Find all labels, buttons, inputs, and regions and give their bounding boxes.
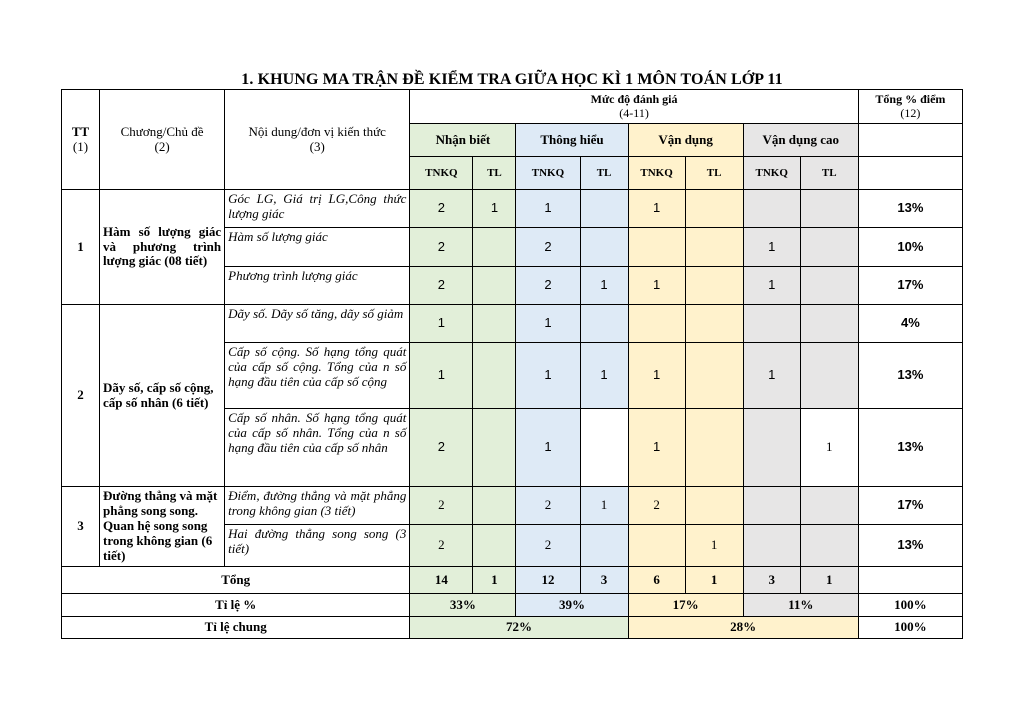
value-cell: 1 [516, 343, 580, 409]
value-cell: 1 [580, 487, 628, 525]
value-cell: 1 [580, 267, 628, 305]
percent-total: 100% [858, 594, 962, 617]
value-cell [580, 190, 628, 228]
value-cell: 2 [410, 409, 473, 487]
group-number: 3 [62, 487, 100, 567]
general-ratio-label: Tỉ lệ chung [62, 617, 410, 639]
assessment-matrix-table [61, 89, 963, 639]
value-cell: 1 [516, 190, 580, 228]
header-tt-label: TT [71, 123, 90, 139]
value-cell [743, 305, 800, 343]
value-cell: 2 [410, 228, 473, 267]
value-cell [473, 343, 516, 409]
percent-thong-hieu: 39% [516, 594, 628, 617]
value-cell [800, 343, 858, 409]
header-total [858, 90, 962, 124]
value-cell [473, 525, 516, 567]
value-cell [628, 305, 685, 343]
value-cell: 1 [628, 190, 685, 228]
value-cell: 2 [516, 487, 580, 525]
content-cell: Cấp số cộng. Số hạng tổng quát của cấp số cộng. Tổng của n số hạng đầu tiên của cấp số cộng [225, 343, 410, 409]
header-chapter-number: (2) [154, 138, 170, 154]
header-sub-tl: TL [685, 157, 743, 190]
value-cell [800, 305, 858, 343]
value-cell: 2 [628, 487, 685, 525]
value-cell [685, 305, 743, 343]
total-cell: 3 [580, 567, 628, 594]
total-row-label: Tổng [62, 567, 410, 594]
value-cell [800, 487, 858, 525]
header-chapter [100, 90, 225, 190]
value-cell [743, 487, 800, 525]
header-empty-cell [858, 124, 962, 157]
value-cell [473, 409, 516, 487]
value-cell [473, 267, 516, 305]
value-cell: 1 [473, 190, 516, 228]
header-sub-tnkq: TNKQ [628, 157, 685, 190]
header-sub-tnkq: TNKQ [743, 157, 800, 190]
value-cell: 2 [410, 267, 473, 305]
value-cell [800, 190, 858, 228]
value-cell: 1 [516, 409, 580, 487]
general-ratio-advanced: 28% [628, 617, 858, 639]
value-cell [580, 525, 628, 567]
table-row [62, 305, 963, 343]
value-cell: 1 [743, 343, 800, 409]
value-cell: 1 [743, 228, 800, 267]
header-total-label: Tổng % điểm [875, 91, 946, 106]
value-cell: 2 [516, 525, 580, 567]
value-cell: 2 [410, 190, 473, 228]
value-cell [800, 267, 858, 305]
value-cell [743, 409, 800, 487]
header-level [410, 90, 858, 124]
row-total-cell: 13% [858, 409, 962, 487]
table-row [62, 487, 963, 525]
value-cell [580, 305, 628, 343]
value-cell: 1 [410, 305, 473, 343]
percent-nhan-biet: 33% [410, 594, 516, 617]
header-content [225, 90, 410, 190]
value-cell [473, 228, 516, 267]
value-cell [580, 409, 628, 487]
total-cell: 6 [628, 567, 685, 594]
general-ratio-total: 100% [858, 617, 962, 639]
header-content-label: Nội dung/đơn vị kiến thức [248, 123, 386, 139]
value-cell [580, 228, 628, 267]
table-row [62, 190, 963, 228]
header-total-number: (12) [900, 105, 921, 120]
row-total-cell: 13% [858, 525, 962, 567]
content-cell: Điểm, đường thẳng và mặt phẳng trong không gian (3 tiết) [225, 487, 410, 525]
header-level-thong-hieu: Thông hiểu [516, 124, 628, 157]
value-cell [800, 228, 858, 267]
value-cell: 1 [628, 409, 685, 487]
value-cell: 1 [580, 343, 628, 409]
value-cell [473, 487, 516, 525]
value-cell: 1 [800, 409, 858, 487]
group-number: 2 [62, 305, 100, 487]
value-cell: 1 [628, 343, 685, 409]
value-cell [685, 190, 743, 228]
value-cell [685, 487, 743, 525]
row-total-cell: 4% [858, 305, 962, 343]
header-sub-tnkq: TNKQ [516, 157, 580, 190]
row-total-cell: 13% [858, 343, 962, 409]
value-cell: 1 [685, 525, 743, 567]
header-level-nhan-biet: Nhận biết [410, 124, 516, 157]
document-title: 1. KHUNG MA TRẬN ĐỀ KIỂM TRA GIỮA HỌC KÌ 1 MÔN TOÁN LỚP 11 [241, 71, 783, 88]
value-cell [685, 343, 743, 409]
content-cell: Góc LG, Giá trị LG,Công thức lượng giác [225, 190, 410, 228]
content-cell: Cấp số nhân. Số hạng tổng quát của cấp số nhân. Tổng của n số hạng đầu tiên của cấp số nhân [225, 409, 410, 487]
value-cell: 1 [410, 343, 473, 409]
value-cell: 2 [516, 228, 580, 267]
value-cell [685, 228, 743, 267]
header-chapter-label: Chương/Chủ đề [120, 123, 204, 139]
header-level-number: (4-11) [619, 105, 649, 120]
content-cell: Phương trình lượng giác [225, 267, 410, 305]
content-cell: Dãy số. Dãy số tăng, dãy số giảm [225, 305, 410, 343]
row-total-cell: 17% [858, 267, 962, 305]
value-cell [800, 525, 858, 567]
header-empty-cell [858, 157, 962, 190]
row-total-cell: 17% [858, 487, 962, 525]
content-cell: Hàm số lượng giác [225, 228, 410, 267]
header-level-van-dung-cao: Vận dụng cao [743, 124, 858, 157]
value-cell [628, 525, 685, 567]
general-ratio-basic: 72% [410, 617, 628, 639]
percent-van-dung-cao: 11% [743, 594, 858, 617]
value-cell: 1 [628, 267, 685, 305]
row-total-cell: 13% [858, 190, 962, 228]
total-cell: 1 [685, 567, 743, 594]
header-level-label: Mức độ đánh giá [590, 91, 678, 106]
value-cell [628, 228, 685, 267]
row-total-cell: 10% [858, 228, 962, 267]
value-cell: 2 [516, 267, 580, 305]
content-cell: Hai đường thẳng song song (3 tiết) [225, 525, 410, 567]
value-cell: 2 [410, 525, 473, 567]
value-cell: 2 [410, 487, 473, 525]
total-row [62, 567, 963, 594]
header-sub-tnkq: TNKQ [410, 157, 473, 190]
percent-row [62, 594, 963, 617]
header-sub-tl: TL [473, 157, 516, 190]
header-tt-number: (1) [72, 138, 89, 154]
value-cell [743, 525, 800, 567]
header-sub-tl: TL [800, 157, 858, 190]
value-cell [743, 190, 800, 228]
total-cell: 3 [743, 567, 800, 594]
total-cell: 14 [410, 567, 473, 594]
total-cell: 12 [516, 567, 580, 594]
total-cell: 1 [473, 567, 516, 594]
value-cell [473, 305, 516, 343]
percent-van-dung: 17% [628, 594, 743, 617]
percent-row-label: Tỉ lệ % [62, 594, 410, 617]
value-cell: 1 [743, 267, 800, 305]
header-tt [62, 90, 100, 190]
header-level-van-dung: Vận dụng [628, 124, 743, 157]
header-content-number: (3) [309, 138, 325, 154]
value-cell [685, 267, 743, 305]
group-topic: Dãy số, cấp số cộng, cấp số nhân (6 tiết) [100, 305, 225, 487]
total-row-empty [858, 567, 962, 594]
general-ratio-row [62, 617, 963, 639]
total-cell: 1 [800, 567, 858, 594]
group-topic: Đường thẳng và mặt phẳng song song. Quan hệ song song trong không gian (6 tiết) [100, 487, 225, 567]
value-cell: 1 [516, 305, 580, 343]
header-sub-tl: TL [580, 157, 628, 190]
group-topic: Hàm số lượng giác và phương trình lượng giác (08 tiết) [100, 190, 225, 305]
group-number: 1 [62, 190, 100, 305]
value-cell [685, 409, 743, 487]
